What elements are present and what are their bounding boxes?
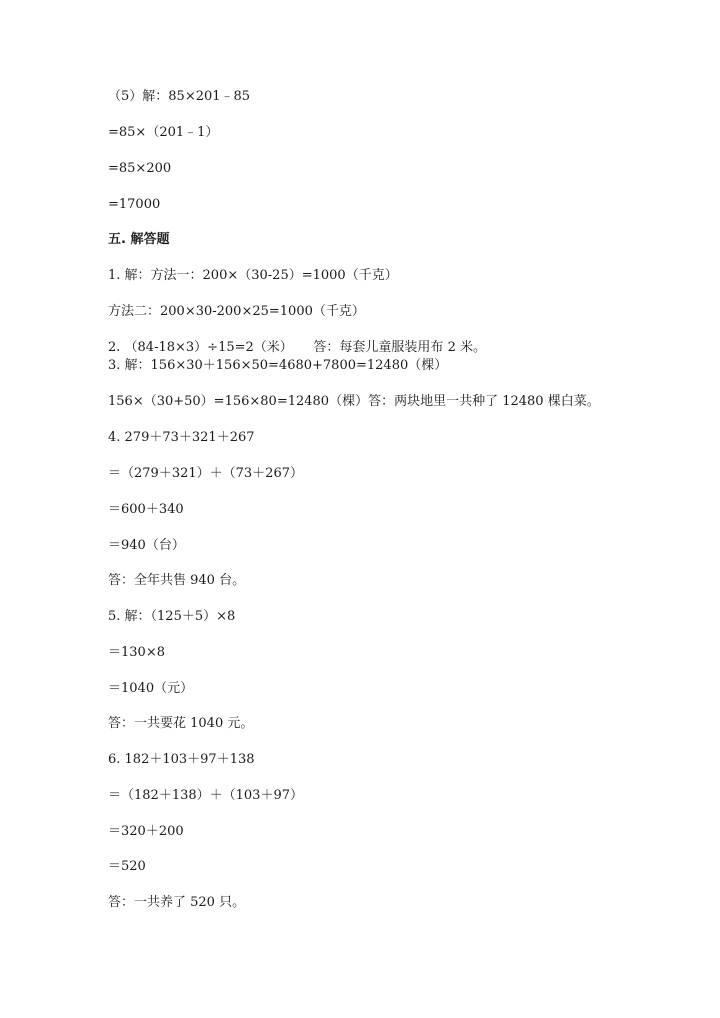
text-line: ＝320＋200 bbox=[108, 824, 184, 839]
text-line: 答：一共要花 1040 元。 bbox=[108, 716, 254, 731]
section-heading: 五. 解答题 bbox=[108, 232, 170, 247]
text-line: （5）解：85×201﹣85 bbox=[108, 89, 251, 104]
text-line: =85×200 bbox=[108, 161, 172, 176]
text-line: ＝940（台） bbox=[108, 538, 185, 553]
text-line: 答：一共养了 520 只。 bbox=[108, 895, 246, 910]
text-line: ＝（279＋321）＋（73＋267） bbox=[108, 466, 303, 481]
text-line: =85×（201﹣1） bbox=[108, 125, 219, 140]
text-line: 3. 解：156×30＋156×50=4680+7800=12480（棵） bbox=[108, 358, 448, 373]
text-line: ＝（182＋138）＋（103＋97） bbox=[108, 788, 303, 803]
text-line: 6. 182＋103＋97＋138 bbox=[108, 752, 255, 767]
text-line: =17000 bbox=[108, 197, 161, 212]
text-line: 4. 279＋73＋321＋267 bbox=[108, 430, 255, 445]
text-line: 答：全年共售 940 台。 bbox=[108, 573, 246, 588]
text-line: ＝1040（元） bbox=[108, 681, 194, 696]
text-line: ＝600＋340 bbox=[108, 502, 184, 517]
text-line: 1. 解：方法一：200×（30-25）=1000（千克） bbox=[108, 268, 398, 283]
text-line: 2. （84-18×3）÷15=2（米） 答：每套儿童服装用布 2 米。 bbox=[108, 340, 486, 355]
text-line: 方法二：200×30-200×25=1000（千克） bbox=[108, 304, 365, 319]
text-line: ＝130×8 bbox=[108, 645, 165, 660]
text-line: 156×（30+50）=156×80=12480（棵）答：两块地里一共种了 12480 棵白菜。 bbox=[108, 394, 600, 409]
text-line: 5. 解：（125＋5）×8 bbox=[108, 609, 236, 624]
text-line: ＝520 bbox=[108, 859, 146, 874]
